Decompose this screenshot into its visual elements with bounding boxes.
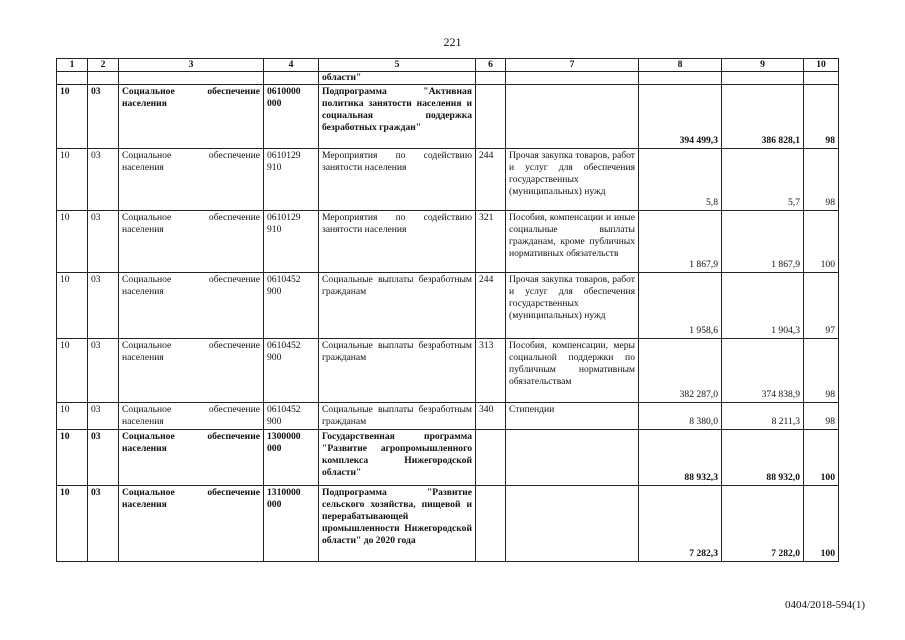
target-code-cell: 0610000 000 bbox=[264, 85, 319, 149]
section-name-cell: Социальное обеспечение населения bbox=[119, 486, 264, 562]
section-name-cell: Социальное обеспечение населения bbox=[119, 430, 264, 486]
target-name-cell: Социальные выплаты безработным гражданам bbox=[319, 273, 476, 339]
column-header-9: 9 bbox=[722, 59, 804, 72]
table-row bbox=[57, 273, 839, 339]
planned-amount-cell: 382 287,0 bbox=[639, 339, 722, 403]
table-row bbox=[57, 85, 839, 149]
target-name-cell: Социальные выплаты безработным гражданам bbox=[319, 339, 476, 403]
percent-cell: 98 bbox=[804, 149, 839, 211]
section-cell: 10 bbox=[57, 403, 88, 430]
header-row bbox=[57, 59, 839, 72]
planned-amount-cell: 8 380,0 bbox=[639, 403, 722, 430]
section-name-cell: Социальное обеспечение населения bbox=[119, 403, 264, 430]
expense-type-code-cell bbox=[476, 85, 506, 149]
target-code-cell: 0610129 910 bbox=[264, 211, 319, 273]
target-code-cell: 0610452 900 bbox=[264, 273, 319, 339]
table-row bbox=[57, 339, 839, 403]
table-row bbox=[57, 211, 839, 273]
expense-type-name-cell: Прочая закупка товаров, работ и услуг для обеспечения государственных (муниципальных) нужд bbox=[506, 149, 639, 211]
expense-type-name-cell bbox=[506, 85, 639, 149]
target-name-cell: Государственная программа "Развитие агропромышленного комплекса Нижегородской области" bbox=[319, 430, 476, 486]
expense-type-code-cell: 340 bbox=[476, 403, 506, 430]
column-header-4: 4 bbox=[264, 59, 319, 72]
budget-table bbox=[56, 58, 839, 562]
target-code-cell: 0610129 910 bbox=[264, 149, 319, 211]
expense-type-code-cell bbox=[476, 430, 506, 486]
column-header-1: 1 bbox=[57, 59, 88, 72]
subsection-cell: 03 bbox=[88, 403, 119, 430]
subsection-cell: 03 bbox=[88, 211, 119, 273]
column-header-2: 2 bbox=[88, 59, 119, 72]
expense-type-code-cell: 244 bbox=[476, 149, 506, 211]
percent-cell: 100 bbox=[804, 486, 839, 562]
planned-amount-cell: 88 932,3 bbox=[639, 430, 722, 486]
section-cell: 10 bbox=[57, 85, 88, 149]
section-name-cell: Социальное обеспечение населения bbox=[119, 273, 264, 339]
section-cell: 10 bbox=[57, 339, 88, 403]
section-cell: 10 bbox=[57, 149, 88, 211]
planned-amount-cell: 5,8 bbox=[639, 149, 722, 211]
table-row bbox=[57, 403, 839, 430]
section-cell: 10 bbox=[57, 486, 88, 562]
subsection-cell: 03 bbox=[88, 85, 119, 149]
expense-type-code-cell: 244 bbox=[476, 273, 506, 339]
target-name-cell: Подпрограмма "Активная политика занятости населения и социальная поддержка безработных граждан" bbox=[319, 85, 476, 149]
planned-amount-cell: 1 867,9 bbox=[639, 211, 722, 273]
expense-type-code-cell: 313 bbox=[476, 339, 506, 403]
section-cell: 10 bbox=[57, 273, 88, 339]
executed-amount-cell: 374 838,9 bbox=[722, 339, 804, 403]
column-header-3: 3 bbox=[119, 59, 264, 72]
executed-amount-cell: 1 867,9 bbox=[722, 211, 804, 273]
subsection-cell: 03 bbox=[88, 430, 119, 486]
expense-type-name-cell: Прочая закупка товаров, работ и услуг для обеспечения государственных (муниципальных) нужд bbox=[506, 273, 639, 339]
target-code-cell: 0610452 900 bbox=[264, 339, 319, 403]
executed-amount-cell: 1 904,3 bbox=[722, 273, 804, 339]
table-row bbox=[57, 430, 839, 486]
subsection-cell: 03 bbox=[88, 339, 119, 403]
planned-amount-cell: 1 958,6 bbox=[639, 273, 722, 339]
percent-cell: 97 bbox=[804, 273, 839, 339]
percent-cell: 98 bbox=[804, 339, 839, 403]
document-code: 0404/2018-594(1) bbox=[784, 599, 865, 611]
executed-amount-cell: 8 211,3 bbox=[722, 403, 804, 430]
target-name-cell: Мероприятия по содействию занятости населения bbox=[319, 211, 476, 273]
section-name-cell: Социальное обеспечение населения bbox=[119, 149, 264, 211]
expense-type-name-cell bbox=[506, 486, 639, 562]
section-name-cell: Социальное обеспечение населения bbox=[119, 211, 264, 273]
executed-amount-cell: 386 828,1 bbox=[722, 85, 804, 149]
percent-cell: 98 bbox=[804, 403, 839, 430]
column-header-6: 6 bbox=[476, 59, 506, 72]
target-name-cell: Социальные выплаты безработным гражданам bbox=[319, 403, 476, 430]
subsection-cell: 03 bbox=[88, 273, 119, 339]
continuation-row bbox=[57, 72, 839, 85]
percent-cell: 98 bbox=[804, 85, 839, 149]
expense-type-name-cell bbox=[506, 430, 639, 486]
page-number: 221 bbox=[443, 35, 462, 49]
target-code-cell: 0610452 900 bbox=[264, 403, 319, 430]
executed-amount-cell: 7 282,0 bbox=[722, 486, 804, 562]
column-header-5: 5 bbox=[319, 59, 476, 72]
expense-type-name-cell: Стипендии bbox=[506, 403, 639, 430]
expense-type-name-cell: Пособия, компенсации и иные социальные выплаты гражданам, кроме публичных нормативных обязательств bbox=[506, 211, 639, 273]
section-cell: 10 bbox=[57, 430, 88, 486]
executed-amount-cell: 88 932,0 bbox=[722, 430, 804, 486]
executed-amount-cell: 5,7 bbox=[722, 149, 804, 211]
section-cell: 10 bbox=[57, 211, 88, 273]
column-header-8: 8 bbox=[639, 59, 722, 72]
column-header-10: 10 bbox=[804, 59, 839, 72]
subsection-cell: 03 bbox=[88, 486, 119, 562]
continuation-text: области" bbox=[319, 72, 476, 85]
target-name-cell: Мероприятия по содействию занятости населения bbox=[319, 149, 476, 211]
expense-type-name-cell: Пособия, компенсации, меры социальной поддержки по публичным нормативным обязательствам bbox=[506, 339, 639, 403]
expense-type-code-cell: 321 bbox=[476, 211, 506, 273]
section-name-cell: Социальное обеспечение населения bbox=[119, 85, 264, 149]
subsection-cell: 03 bbox=[88, 149, 119, 211]
expense-type-code-cell bbox=[476, 486, 506, 562]
target-code-cell: 1310000 000 bbox=[264, 486, 319, 562]
table-row bbox=[57, 149, 839, 211]
target-name-cell: Подпрограмма "Развитие сельского хозяйства, пищевой и перерабатывающей промышленности Нижегородской области" до 2020 года bbox=[319, 486, 476, 562]
table-row bbox=[57, 486, 839, 562]
planned-amount-cell: 394 499,3 bbox=[639, 85, 722, 149]
column-header-7: 7 bbox=[506, 59, 639, 72]
percent-cell: 100 bbox=[804, 211, 839, 273]
section-name-cell: Социальное обеспечение населения bbox=[119, 339, 264, 403]
target-code-cell: 1300000 000 bbox=[264, 430, 319, 486]
percent-cell: 100 bbox=[804, 430, 839, 486]
planned-amount-cell: 7 282,3 bbox=[639, 486, 722, 562]
